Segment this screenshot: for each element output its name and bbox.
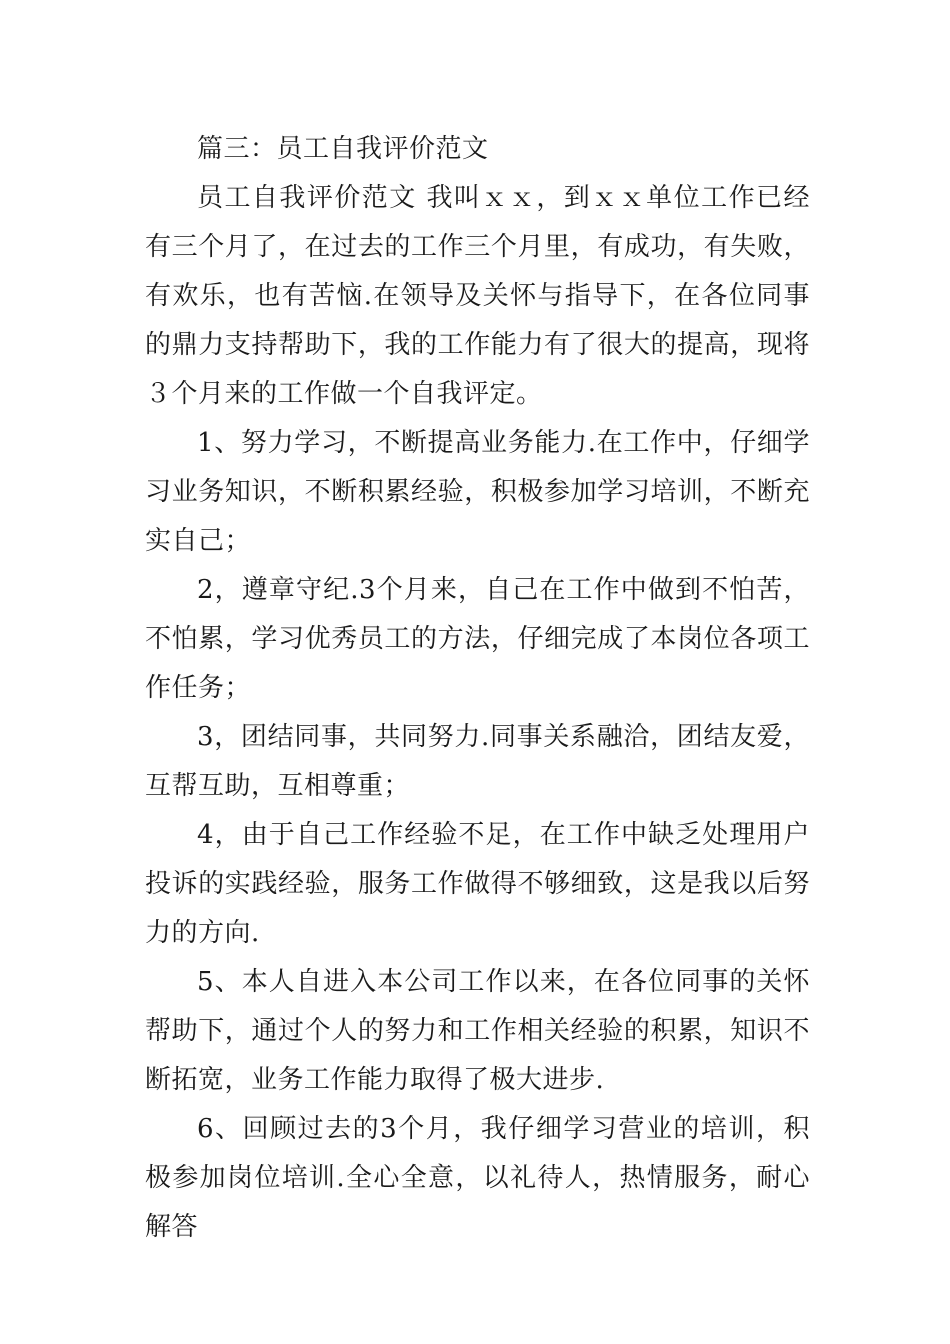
paragraph-item-1: 1、努力学习，不断提高业务能力.在工作中，仔细学习业务知识，不断积累经验，积极参加学习培训，不断充实自己；: [145, 428, 810, 556]
section-title: 篇三：员工自我评价范文: [197, 134, 489, 164]
document-page: [145, 125, 810, 1252]
paragraph-item-6: 6、回顾过去的3个月，我仔细学习营业的培训，积极参加岗位培训.全心全意，以礼待人，热情服务，耐心解答: [145, 1114, 810, 1242]
paragraph-item-2: 2，遵章守纪.3个月来，自己在工作中做到不怕苦，不怕累，学习优秀员工的方法，仔细完成了本岗位各项工作任务；: [145, 575, 810, 703]
paragraph-item-4: 4，由于自己工作经验不足，在工作中缺乏处理用户投诉的实践经验，服务工作做得不够细致，这是我以后努力的方向.: [145, 820, 810, 948]
paragraph-intro: 员工自我评价范文 我叫ｘｘ，到ｘｘ单位工作已经有三个月了，在过去的工作三个月里，有成功，有失败，有欢乐，也有苦恼.在领导及关怀与指导下，在各位同事的鼎力支持帮助下，我的工作能力有了很大的提高，现将３个月来的工作做一个自我评定。: [145, 183, 810, 409]
paragraph-item-5: 5、本人自进入本公司工作以来，在各位同事的关怀帮助下，通过个人的努力和工作相关经验的积累，知识不断拓宽，业务工作能力取得了极大进步.: [145, 967, 810, 1095]
paragraph-item-3: 3，团结同事，共同努力.同事关系融洽，团结友爱，互帮互助，互相尊重；: [145, 722, 810, 801]
